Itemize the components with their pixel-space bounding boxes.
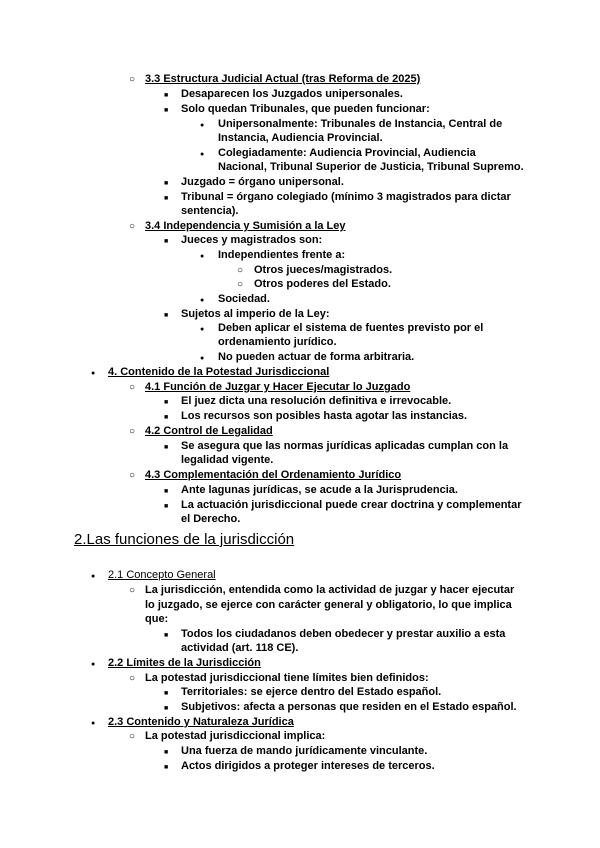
circle-bullet-icon — [129, 72, 135, 87]
list-item: Desaparecen los Juzgados unipersonales. — [181, 88, 403, 100]
list-item-continuation: lo juzgado, se ejerce con carácter general y obligatorio, lo que implica — [145, 599, 512, 611]
disc-bullet-icon — [200, 248, 204, 264]
disc-bullet-icon — [91, 656, 95, 672]
list-item: No pueden actuar de forma arbitraria. — [218, 351, 415, 363]
list-item: Territoriales: se ejerce dentro del Estado español. — [181, 686, 442, 698]
list-item-continuation: que: — [145, 613, 169, 625]
circle-bullet-icon — [129, 424, 135, 439]
list-item: Colegiadamente: Audiencia Provincial, Audiencia — [218, 147, 476, 159]
section-4-1-title: 4.1 Función de Juzgar y Hacer Ejecutar lo Juzgado — [145, 381, 411, 393]
section-2-2-title: 2.2 Límites de la Jurisdicción — [108, 657, 261, 669]
list-item: La actuación jurisdiccional puede crear doctrina y complementar — [181, 499, 522, 511]
square-bullet-icon — [164, 685, 168, 701]
square-bullet-icon — [164, 627, 168, 643]
disc-bullet-icon — [91, 365, 95, 381]
circle-bullet-icon — [237, 277, 243, 292]
circle-bullet-icon — [129, 468, 135, 483]
square-bullet-icon — [164, 102, 168, 118]
circle-bullet-icon — [129, 583, 135, 598]
disc-bullet-icon — [91, 715, 95, 731]
square-bullet-icon — [164, 498, 168, 514]
list-item: Juzgado = órgano unipersonal. — [181, 176, 344, 188]
list-item: Los recursos son posibles hasta agotar las instancias. — [181, 410, 468, 422]
disc-bullet-icon — [200, 146, 204, 162]
list-item: La jurisdicción, entendida como la actividad de juzgar y hacer ejecutar — [145, 584, 515, 596]
list-item-continuation: Instancia, Audiencia Provincial. — [218, 132, 383, 144]
square-bullet-icon — [164, 175, 168, 191]
list-item: Una fuerza de mando jurídicamente vinculante. — [181, 745, 428, 757]
list-item: Tribunal = órgano colegiado (mínimo 3 magistrados para dictar — [181, 191, 511, 203]
square-bullet-icon — [164, 744, 168, 760]
list-item-continuation: sentencia). — [181, 205, 239, 217]
list-item-continuation: ordenamiento jurídico. — [218, 336, 337, 348]
circle-bullet-icon — [129, 219, 135, 234]
square-bullet-icon — [164, 409, 168, 425]
section-4-3-title: 4.3 Complementación del Ordenamiento Jurídico — [145, 469, 402, 481]
square-bullet-icon — [164, 190, 168, 206]
list-item: Solo quedan Tribunales, que pueden funcionar: — [181, 103, 430, 115]
list-item-continuation: el Derecho. — [181, 513, 241, 525]
square-bullet-icon — [164, 233, 168, 249]
section-4-title: 4. Contenido de la Potestad Jurisdiccional — [108, 366, 330, 378]
list-item: La potestad jurisdiccional implica: — [145, 730, 326, 742]
list-item: Ante lagunas jurídicas, se acude a la Jurisprudencia. — [181, 484, 458, 496]
disc-bullet-icon — [91, 568, 95, 584]
disc-bullet-icon — [200, 321, 204, 337]
list-item: Todos los ciudadanos deben obedecer y prestar auxilio a esta — [181, 628, 506, 640]
section-heading-2: 2.Las funciones de la jurisdicción — [74, 531, 295, 548]
list-item: Otros poderes del Estado. — [254, 278, 391, 290]
square-bullet-icon — [164, 307, 168, 323]
list-item: Sujetos al imperio de la Ley: — [181, 308, 330, 320]
square-bullet-icon — [164, 439, 168, 455]
list-item: La potestad jurisdiccional tiene límites bien definidos: — [145, 672, 429, 684]
list-item: Se asegura que las normas jurídicas aplicadas cumplan con la — [181, 440, 509, 452]
square-bullet-icon — [164, 87, 168, 103]
square-bullet-icon — [164, 394, 168, 410]
square-bullet-icon — [164, 483, 168, 499]
disc-bullet-icon — [200, 350, 204, 366]
circle-bullet-icon — [237, 263, 243, 278]
list-item: Deben aplicar el sistema de fuentes previsto por el — [218, 322, 484, 334]
list-item-continuation: legalidad vigente. — [181, 454, 274, 466]
list-item: El juez dicta una resolución definitiva e irrevocable. — [181, 395, 452, 407]
section-2-3-title: 2.3 Contenido y Naturaleza Jurídica — [108, 716, 294, 728]
list-item: Otros jueces/magistrados. — [254, 264, 393, 276]
list-item: Unipersonalmente: Tribunales de Instancia, Central de — [218, 118, 503, 130]
section-3-4-title: 3.4 Independencia y Sumisión a la Ley — [145, 220, 346, 232]
list-item-continuation: actividad (art. 118 CE). — [181, 642, 299, 654]
circle-bullet-icon — [129, 671, 135, 686]
list-item-continuation: Nacional, Tribunal Superior de Justicia, Tribunal Supremo. — [218, 161, 524, 173]
list-item: Subjetivos: afecta a personas que residen en el Estado español. — [181, 701, 517, 713]
list-item: Jueces y magistrados son: — [181, 234, 323, 246]
disc-bullet-icon — [200, 117, 204, 133]
section-3-3-title: 3.3 Estructura Judicial Actual (tras Reforma de 2025) — [145, 73, 421, 85]
square-bullet-icon — [164, 759, 168, 775]
list-item: Independientes frente a: — [218, 249, 346, 261]
disc-bullet-icon — [200, 292, 204, 308]
list-item: Sociedad. — [218, 293, 270, 305]
square-bullet-icon — [164, 700, 168, 716]
section-2-1-title: 2.1 Concepto General — [108, 569, 216, 581]
list-item: Actos dirigidos a proteger intereses de terceros. — [181, 760, 435, 772]
circle-bullet-icon — [129, 729, 135, 744]
circle-bullet-icon — [129, 380, 135, 395]
section-4-2-title: 4.2 Control de Legalidad — [145, 425, 273, 437]
